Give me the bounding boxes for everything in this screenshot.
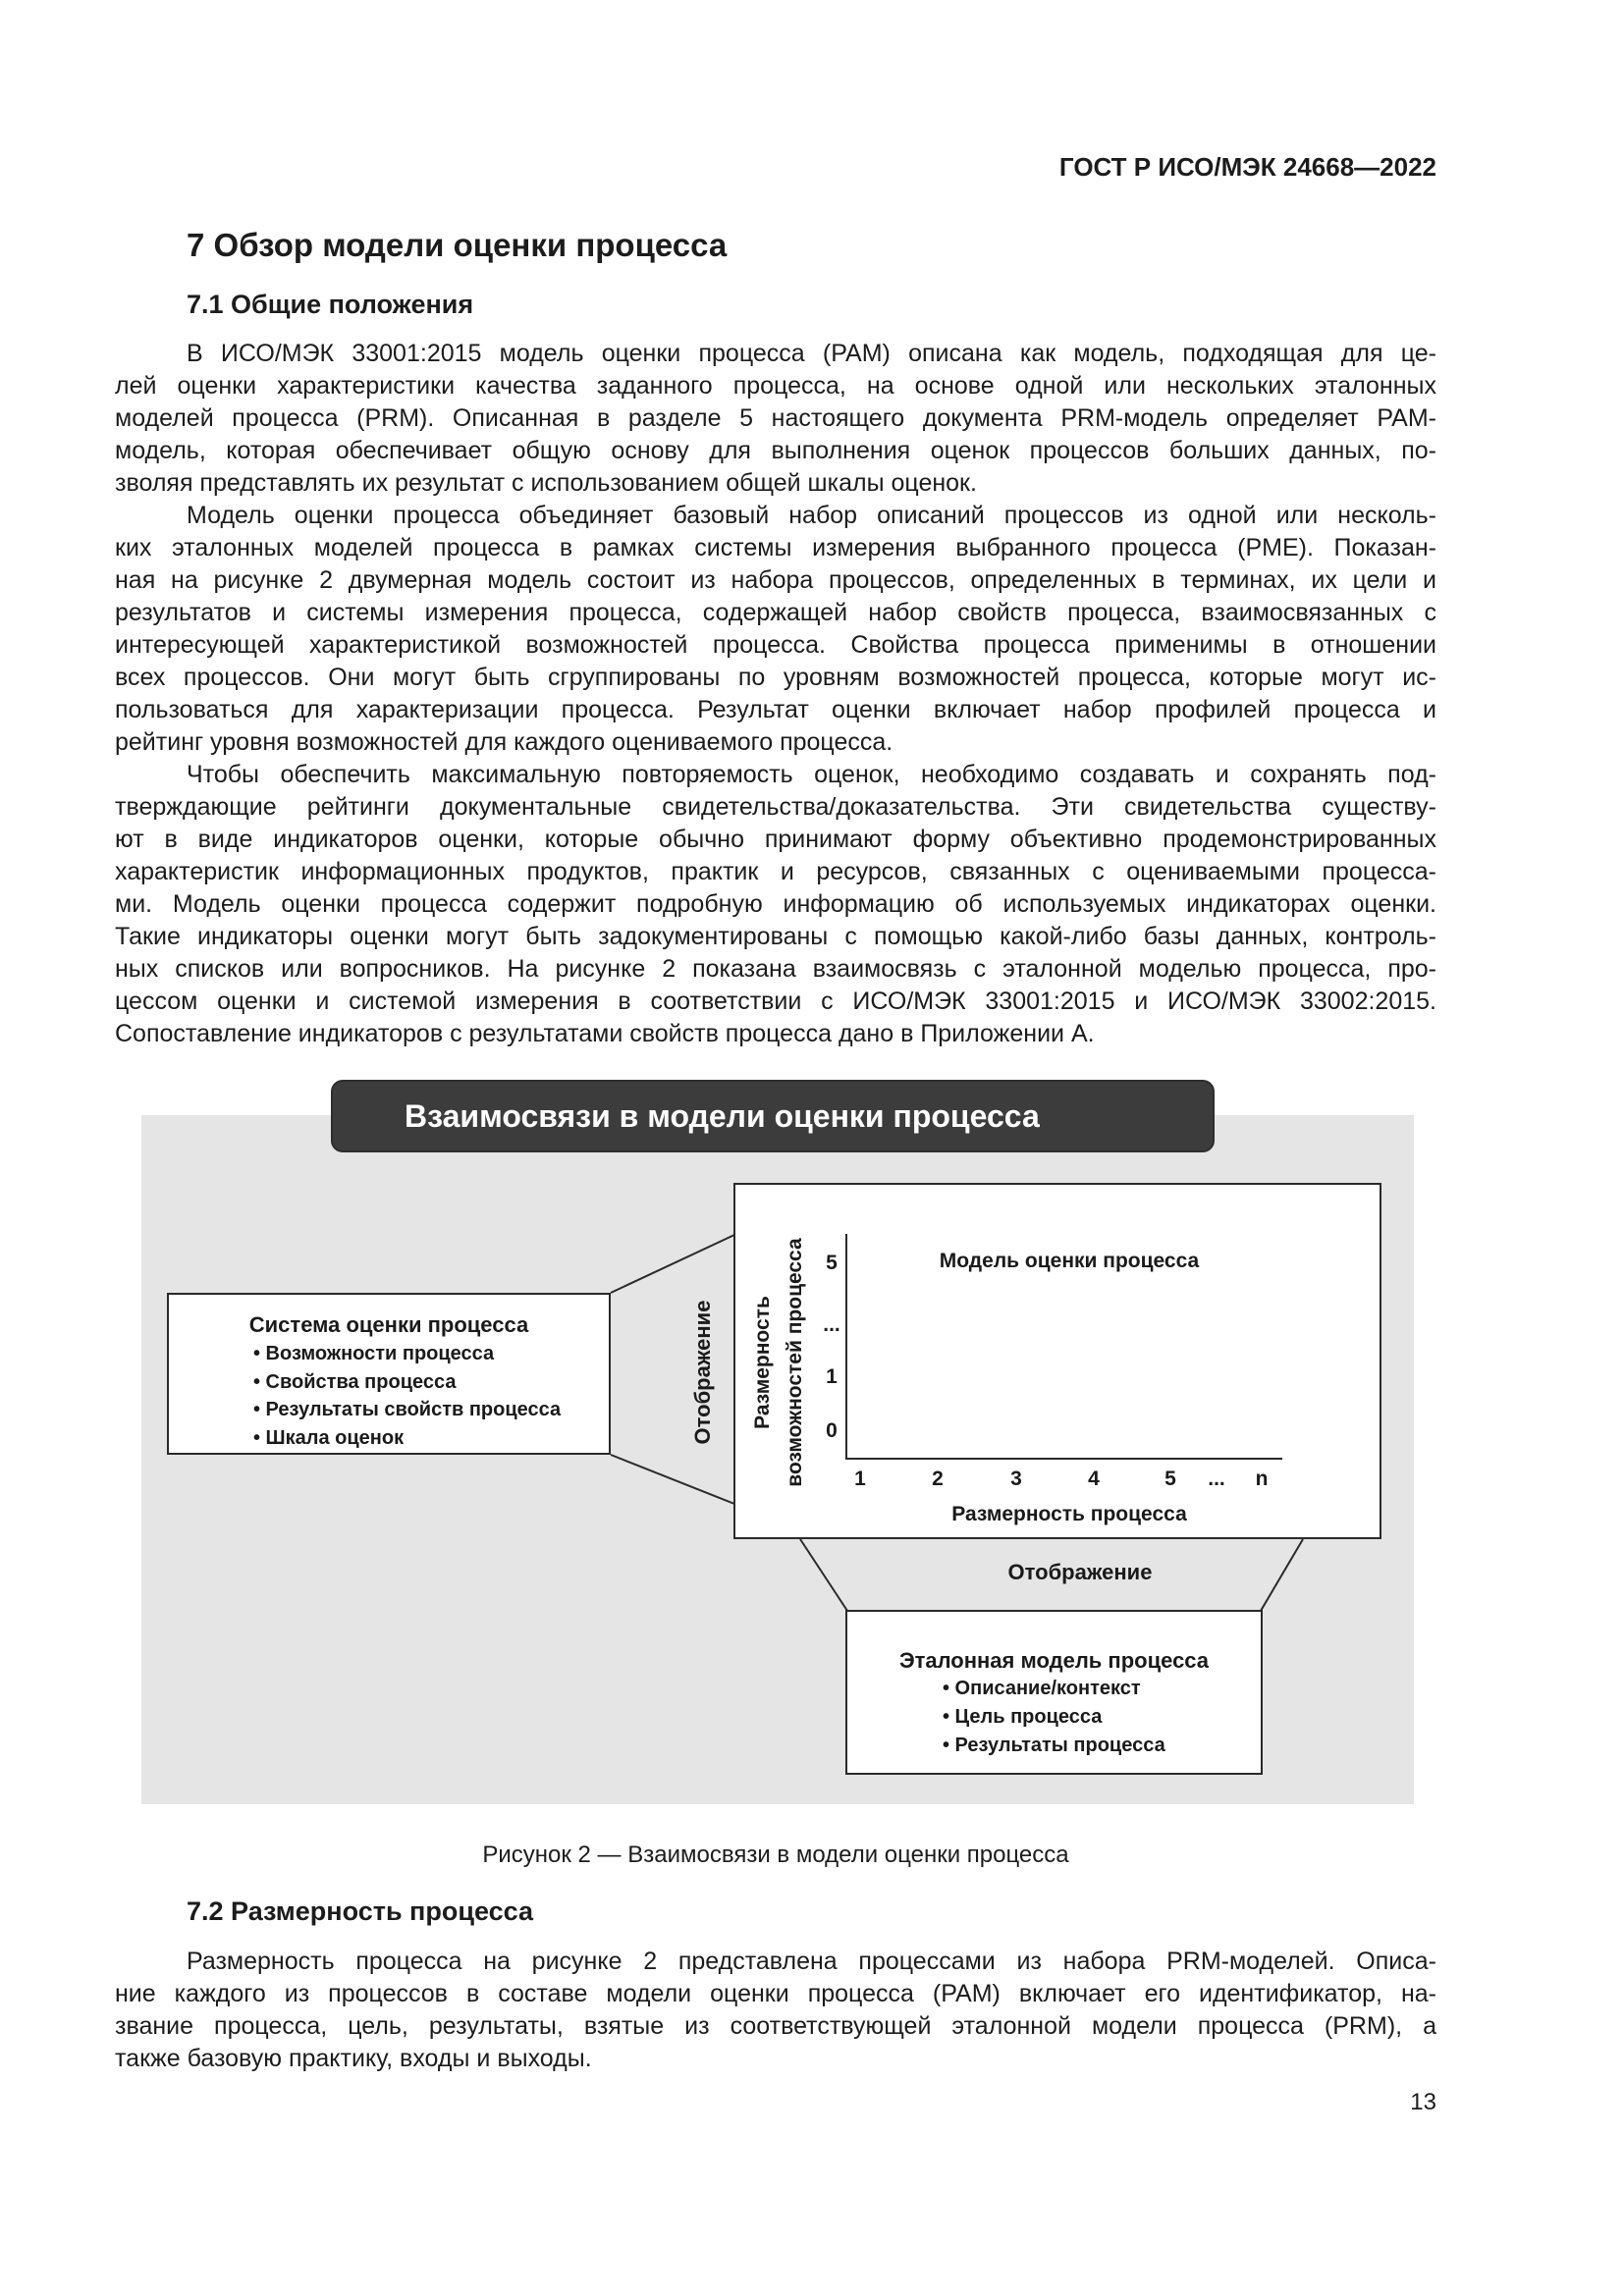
paragraph-line: ют в виде индикаторов оценки, которые обычно принимают форму объективно продемонстрированных <box>115 826 1436 853</box>
paragraph-line: ных списков или вопросников. На рисунке 2 показана взаимосвязь с эталонной моделью процесса, про- <box>115 955 1436 983</box>
paragraph-line: ких эталонных моделей процесса в рамках системы измерения выбранного процесса (PME). Показан- <box>115 534 1436 561</box>
paragraph-line: ная на рисунке 2 двумерная модель состоит из набора процессов, определенных в терминах, их цели и <box>115 566 1436 594</box>
assessment-system-list <box>253 1340 561 1452</box>
figure-title-bar: Взаимосвязи в модели оценки процесса <box>331 1080 1215 1152</box>
assessment-system-title: Система оценки процесса <box>248 1312 529 1337</box>
paragraph-line: лей оценки характеристики качества заданного процесса, на основе одной или нескольких эталонных <box>115 372 1436 400</box>
x-axis-label: Размерность процесса <box>951 1503 1187 1525</box>
paragraph-line: В ИСО/МЭК 33001:2015 модель оценки процесса (PAM) описана как модель, подходящая для це- <box>187 340 1436 367</box>
y-axis-label-line: возможностей процесса <box>784 1238 806 1487</box>
document-code-header: ГОСТ Р ИСО/МЭК 24668—2022 <box>1058 152 1436 182</box>
y-tick-label: 0 <box>826 1419 838 1442</box>
paragraph <box>115 1946 1436 2075</box>
assessment-model-title: Модель оценки процесса <box>939 1250 1200 1272</box>
y-tick-label: ... <box>823 1313 840 1336</box>
assessment-model-box <box>733 1183 1381 1539</box>
x-tick-label: ... <box>1208 1468 1225 1490</box>
paragraph-line: Такие индикаторы оценки могут быть задокументированы с помощью какой-либо базы данных, контроль- <box>115 923 1436 950</box>
x-tick-label: 2 <box>932 1468 944 1490</box>
reference-model-title: Эталонная модель процесса <box>898 1648 1210 1673</box>
paragraph <box>115 338 1436 500</box>
section-7-1-heading: 7.1 Общие положения <box>187 290 474 319</box>
paragraph-line: моделей процесса (PRM). Описанная в разделе 5 настоящего документа PRM-модель определяет PAM- <box>115 404 1436 432</box>
paragraph-line: интересующей характеристикой возможностей процесса. Свойства процесса применимы в отношении <box>115 631 1436 659</box>
list-item: • Результаты свойств процесса <box>253 1399 562 1420</box>
paragraph-line: характеристик информационных продуктов, практик и ресурсов, связанных с оцениваемыми процесса- <box>115 858 1436 885</box>
figure-caption: Рисунок 2 — Взаимосвязи в модели оценки процесса <box>482 1842 1069 1868</box>
paragraph-line: цессом оценки и системой измерения в соответствии с ИСО/МЭК 33001:2015 и ИСО/МЭК 33002:2015. <box>115 988 1436 1015</box>
paragraph-line: также базовую практику, входы и выходы. <box>115 2045 592 2072</box>
mapping-label-bottom: Отображение <box>1007 1560 1153 1584</box>
assessment-system-box <box>167 1293 611 1455</box>
x-tick-label: 4 <box>1088 1468 1100 1490</box>
paragraph-line: Сопоставление индикаторов с результатами свойств процесса дано в Приложении А. <box>115 1020 1095 1047</box>
paragraph-line: рейтинг уровня возможностей для каждого оцениваемого процесса. <box>115 728 893 756</box>
list-item: • Возможности процесса <box>253 1343 495 1364</box>
x-tick-label: n <box>1255 1468 1269 1490</box>
paragraph <box>115 759 1436 1050</box>
reference-model-box <box>845 1610 1263 1775</box>
list-item: • Описание/контекст <box>943 1678 1141 1699</box>
paragraph-line: Чтобы обеспечить максимальную повторяемость оценок, необходимо создавать и сохранять под- <box>187 761 1436 788</box>
section-7-1-body <box>115 338 1436 1050</box>
list-item: • Шкала оценок <box>253 1426 405 1449</box>
paragraph-line: звание процесса, цель, результаты, взятые из соответствующей эталонной модели процесса (PRM), а <box>115 2012 1436 2040</box>
paragraph-line: модель, которая обеспечивает общую основу для выполнения оценок процессов больших данных, по- <box>115 437 1436 464</box>
paragraph-line: Модель оценки процесса объединяет базовый набор описаний процессов из одной или несколь- <box>187 502 1436 529</box>
x-tick-label: 1 <box>854 1468 866 1490</box>
paragraph-line: Размерность процесса на рисунке 2 представлена процессами из набора PRM-моделей. Описа- <box>187 1948 1436 1975</box>
paragraph-line: ми. Модель оценки процесса содержит подробную информацию об используемых индикаторах оценки. <box>115 890 1436 918</box>
reference-model-list <box>943 1675 1165 1760</box>
y-tick-label: 5 <box>826 1252 838 1274</box>
paragraph <box>115 500 1436 759</box>
paragraph-line: ние каждого из процессов в составе модели оценки процесса (PAM) включает его идентификатор, на- <box>115 1980 1436 2007</box>
list-item: • Результаты процесса <box>943 1735 1165 1756</box>
y-axis-label-line: Размерность <box>751 1296 774 1429</box>
page-number: 13 <box>1410 2089 1436 2115</box>
section-7-2-heading: 7.2 Размерность процесса <box>187 1896 533 1926</box>
paragraph-line: зволяя представлять их результат с использованием общей шкалы оценок. <box>115 469 977 497</box>
paragraph-line: пользоваться для характеризации процесса. Результат оценки включает набор профилей процесса и <box>115 696 1436 723</box>
y-tick-label: 1 <box>826 1365 838 1388</box>
list-item: • Свойства процесса <box>253 1370 457 1393</box>
paragraph-line: всех процессов. Они могут быть сгруппированы по уровням возможностей процесса, которые могут ис- <box>115 664 1436 691</box>
mapping-label-left: Отображение <box>690 1300 715 1445</box>
x-tick-label: 5 <box>1164 1468 1176 1490</box>
paragraph-line: тверждающие рейтинги документальные свидетельства/доказательства. Эти свидетельства существу- <box>115 793 1436 821</box>
paragraph-line: результатов и системы измерения процесса, содержащей набор свойств процесса, взаимосвязанных с <box>115 599 1436 626</box>
section-7-heading: 7 Обзор модели оценки процесса <box>187 227 728 263</box>
list-item: • Цель процесса <box>943 1706 1103 1728</box>
section-7-2-body <box>115 1946 1436 2075</box>
y-axis-label <box>746 1220 811 1505</box>
x-tick-label: 3 <box>1010 1468 1022 1490</box>
